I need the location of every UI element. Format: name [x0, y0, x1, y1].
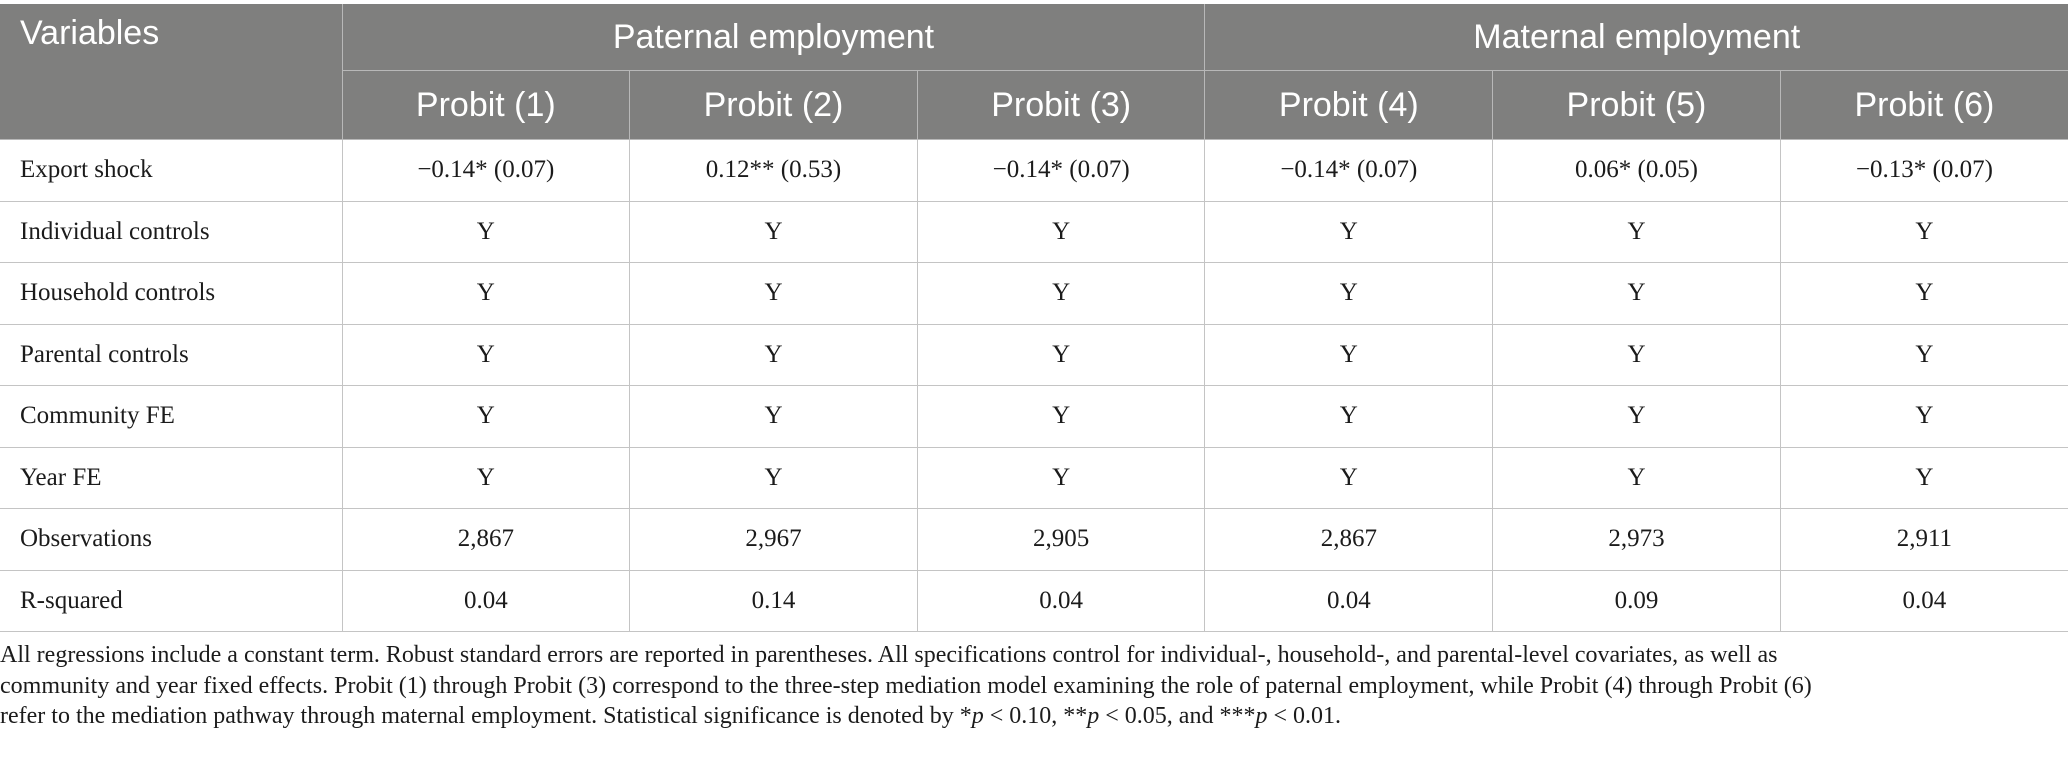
row-label: Community FE: [0, 386, 342, 448]
notes-line-3-text-b: < 0.10, **: [983, 703, 1088, 729]
table-cell: Y: [1780, 201, 2068, 263]
table-cell: Y: [630, 386, 918, 448]
group-header-maternal: Maternal employment: [1205, 4, 2068, 71]
column-header: Probit (3): [917, 71, 1205, 140]
table-cell: Y: [917, 324, 1205, 386]
table-cell: 2,973: [1493, 509, 1781, 571]
table-cell: Y: [342, 324, 630, 386]
row-label: Parental controls: [0, 324, 342, 386]
table-cell: 0.06* (0.05): [1493, 140, 1781, 202]
table-cell: 0.04: [917, 570, 1205, 632]
table-cell: −0.14* (0.07): [342, 140, 630, 202]
table-cell: 2,867: [1205, 509, 1493, 571]
table-cell: Y: [1780, 386, 2068, 448]
notes-line-2: community and year fixed effects. Probit (1) through Probit (3) correspond to the three-step mediation model examining the role of paternal employment, while Probit (4) through Probit (6): [0, 672, 1812, 699]
table-cell: Y: [1205, 324, 1493, 386]
p-value-symbol: p: [971, 703, 984, 729]
table-cell: Y: [1493, 201, 1781, 263]
table-cell: Y: [1205, 201, 1493, 263]
column-header: Probit (1): [342, 71, 630, 140]
table-cell: Y: [342, 201, 630, 263]
table-cell: 0.09: [1493, 570, 1781, 632]
table-row: [0, 570, 2068, 632]
table-cell: Y: [1493, 263, 1781, 325]
table-cell: 0.04: [1780, 570, 2068, 632]
column-header: Probit (2): [630, 71, 918, 140]
table-cell: Y: [630, 263, 918, 325]
table-cell: Y: [342, 263, 630, 325]
table-cell: Y: [1493, 386, 1781, 448]
table-cell: Y: [917, 386, 1205, 448]
notes-paragraph: [0, 640, 2040, 732]
row-label: R-squared: [0, 570, 342, 632]
table-cell: −0.14* (0.07): [917, 140, 1205, 202]
row-label: Individual controls: [0, 201, 342, 263]
table-cell: 2,911: [1780, 509, 2068, 571]
table-row: [0, 201, 2068, 263]
table-cell: Y: [342, 447, 630, 509]
row-label: Year FE: [0, 447, 342, 509]
table-body: [0, 140, 2068, 632]
table-cell: −0.13* (0.07): [1780, 140, 2068, 202]
notes-line-3-text-c: < 0.05, and ***: [1099, 703, 1256, 729]
table-row: [0, 386, 2068, 448]
variables-header: Variables: [0, 4, 342, 140]
table-cell: Y: [1205, 386, 1493, 448]
notes-line-3-text-d: < 0.01.: [1267, 703, 1341, 729]
table-row: [0, 509, 2068, 571]
table-cell: Y: [917, 201, 1205, 263]
table-cell: Y: [1493, 447, 1781, 509]
table-row: [0, 447, 2068, 509]
column-header: Probit (4): [1205, 71, 1493, 140]
row-label: Household controls: [0, 263, 342, 325]
table-cell: Y: [1205, 263, 1493, 325]
table-cell: Y: [1780, 324, 2068, 386]
table-cell: 2,967: [630, 509, 918, 571]
table-cell: Y: [917, 263, 1205, 325]
p-value-symbol: p: [1087, 703, 1100, 729]
table-cell: Y: [630, 201, 918, 263]
table-cell: 0.12** (0.53): [630, 140, 918, 202]
table-cell: 0.14: [630, 570, 918, 632]
regression-results-table: [0, 4, 2068, 632]
table-cell: Y: [342, 386, 630, 448]
table-cell: Y: [1780, 263, 2068, 325]
table-cell: Y: [630, 447, 918, 509]
table-row: [0, 263, 2068, 325]
table-row: [0, 140, 2068, 202]
table-row: [0, 324, 2068, 386]
notes-line-1: All regressions include a constant term. Robust standard errors are reported in parentheses. All specifications control for individual-, household-, and parental-level covariates, as well as: [0, 642, 1778, 668]
column-header: Probit (6): [1780, 71, 2068, 140]
table-cell: Y: [917, 447, 1205, 509]
notes-line-3-text-a: refer to the mediation pathway through maternal employment. Statistical significance is denoted by *: [0, 703, 972, 729]
p-value-symbol: p: [1255, 703, 1268, 729]
row-label: Observations: [0, 509, 342, 571]
table-cell: 0.04: [342, 570, 630, 632]
table-cell: −0.14* (0.07): [1205, 140, 1493, 202]
table-cell: 2,905: [917, 509, 1205, 571]
column-header: Probit (5): [1493, 71, 1781, 140]
table-header: [0, 4, 2068, 140]
header-row-groups: [0, 4, 2068, 71]
table-cell: Y: [1780, 447, 2068, 509]
table-cell: Y: [1493, 324, 1781, 386]
group-header-paternal: Paternal employment: [342, 4, 1205, 71]
table-cell: Y: [630, 324, 918, 386]
table-cell: 0.04: [1205, 570, 1493, 632]
table-notes: [0, 640, 2040, 732]
table-cell: Y: [1205, 447, 1493, 509]
table-cell: 2,867: [342, 509, 630, 571]
regression-table-container: [0, 4, 2068, 632]
notes-line-3: [0, 701, 2040, 732]
row-label: Export shock: [0, 140, 342, 202]
